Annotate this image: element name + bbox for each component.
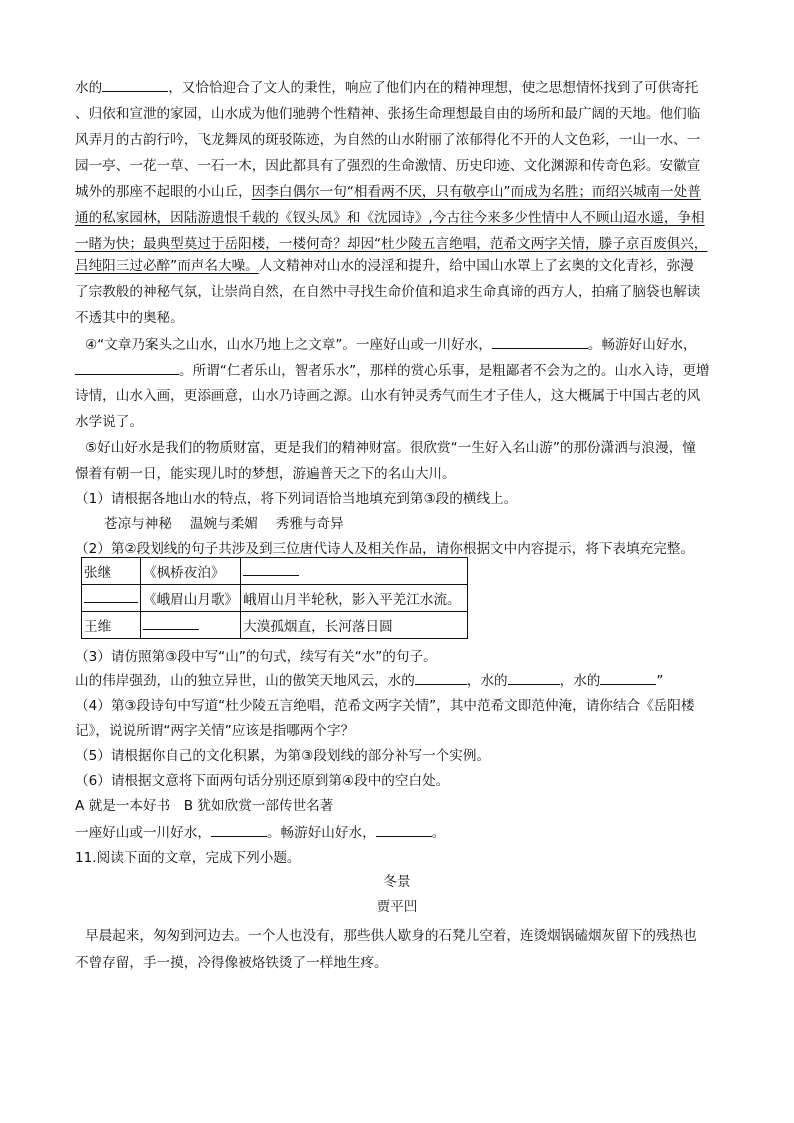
table-row [82,612,468,639]
question-1-options: 苍凉与神秘 温婉与柔媚 秀雅与奇异 [104,516,344,532]
para4-line-1: ④“文章乃案头之山水，山水乃地上之文章”。一座好山或一川好水， 。畅游好山好水， [85,337,697,353]
article-line-1: 早晨起来，匆匆到河边去。一个人也没有，那些供人歇身的石凳儿空着，连烫烟锅磕烟灰留下的残热也 [85,928,697,944]
underlined-sentence: 吕纯阳三过必醉”而声名大噪。 [75,258,259,274]
table-cell-blank [241,558,468,585]
para3-line-9: 了宗教般的神秘气氛，让崇尚自然，在自然中寻找生命价值和追求生命真谛的西方人，拍痛了脑袋也解读 [75,284,701,300]
para3-line-2: 、归依和宣泄的家园，山水成为他们驰骋个性精神、张扬生命理想最自由的场所和最广阔的天地。他们临 [75,106,701,122]
table-cell: 张继 [82,558,141,585]
answer-blank [84,589,138,603]
para4-line-2: 。所谓“仁者乐山，智者乐水”，那样的赏心乐事，是粗鄙者不会为之的。山水入诗，更增 [75,361,735,380]
para3-line-10: 不透其中的奥秘。 [75,310,184,326]
underlined-sentence: 因李白偶尔一句“相看两不厌，只有敬亭山”而成为名胜；而绍兴城南一处普 [251,184,701,200]
para3-line-3: 风弄月的古韵行吟，飞龙舞凤的斑驳陈迹，为自然的山水附丽了浓郁得化不开的人文色彩，一山一水、一 [75,132,701,148]
para3-line-6: 通的私家园林，因陆游遗恨千载的《钗头凤》和《沈园诗》,今古往今来多少性情中人不顾山迢水遥，争相 [75,210,705,226]
answer-blank [243,562,299,576]
table-row [82,558,468,585]
table-cell: 峨眉山月半轮秋，影入平羌江水流。 [241,585,468,612]
answer-blank [376,823,432,837]
para3-line-7: 一睹为快；最典型莫过于岳阳楼，一楼何奇？却因“杜少陵五言绝唱，范希文两字关情，滕子京百废俱兴， [75,236,708,252]
question-1: （1）请根据各地山水的特点，将下列词语恰当地填充到第③段的横线上。 [75,491,518,507]
question-6: （6）请根据文意将下面两句话分别还原到第④段中的空白处。 [75,773,450,789]
question-11: 11.阅读下面的文章，完成下列小题。 [75,850,301,866]
para4-line-3: 诗情，山水入画，更添画意，山水乃诗画之源。山水有钟灵秀气而生才子佳人，这大概属于中国古老的风 [75,388,701,404]
para5-line-2: 憬着有朝一日，能实现儿时的梦想，游遍普天之下的名山大川。 [75,466,456,482]
poem-table [81,557,468,639]
article-line-2: 不曾存留，手一摸，冷得像被烙铁烫了一样地生疼。 [75,955,388,971]
para3-line-5: 城外的那座不起眼的小山丘，因李白偶尔一句“相看两不厌，只有敬亭山”而成为名胜；而绍兴城南一处普 [75,184,701,200]
para3-line-8: 吕纯阳三过必醉”而声名大噪。人文精神对山水的浸淫和提升，给中国山水罩上了玄奥的文化青衫，弥漫 [75,258,694,274]
article-title: 冬景 [383,874,411,890]
question-6-fill-line: 一座好山或一川好水， 。畅游好山好水， 。 [75,825,446,841]
table-cell: 大漠孤烟直，长河落日圆 [241,612,468,639]
question-4-line-1: （4）第③段诗句中写道“杜少陵五言绝唱，范希文两字关情”，其中范希文即范仲淹，请你结合《岳阳楼 [75,698,695,714]
table-cell-blank [82,585,141,612]
table-row [82,585,468,612]
answer-blank [75,361,179,375]
answer-blank [211,823,267,837]
article-author: 贾平凹 [376,899,418,915]
answer-blank [508,671,560,685]
table-cell: 王维 [82,612,141,639]
question-5: （5）请根据你自己的文化积累，为第③段划线的部分补写一个实例。 [75,748,491,764]
table-cell-blank [141,612,241,639]
question-4-line-2: 记》，说说所谓“两字关情”应该是指哪两个字？ [75,723,355,739]
para4-line-4: 水学说了。 [75,414,143,430]
answer-blank [143,616,199,630]
answer-blank [600,671,656,685]
answer-blank [415,671,467,685]
table-cell: 《峨眉山月歌》 [141,585,241,612]
question-6-options: A 就是一本好书 B 犹如欣赏一部传世名著 [75,798,334,814]
table-cell: 《枫桥夜泊》 [141,558,241,585]
para3-line-4: 园一亭、一花一草、一石一木，因此都具有了强烈的生命激情、历史印迹、文化渊源和传奇色彩。安徽宣 [75,158,701,174]
answer-blank [492,335,588,349]
answer-blank [102,78,168,92]
para5-line-1: ⑤好山好水是我们的物质财富，更是我们的精神财富。很欣赏“一生好入名山游”的那份潇洒与浪漫，憧 [85,440,696,456]
question-2: （2）第②段划线的句子共涉及到三位唐代诗人及相关作品，请你根据文中内容提示，将下表填充完整。 [75,541,694,557]
question-3-line: 山的伟岸强劲，山的独立异世，山的傲笑天地风云，水的 ，水的 ，水的 ” [75,673,664,689]
question-3: （3）请仿照第③段中写“山”的句式，续写有关“水”的句子。 [75,649,437,665]
para3-line-1: 水的 ，又恰恰迎合了文人的秉性，响应了他们内在的精神理想，使之思想情怀找到了可供寄托 [75,80,699,96]
